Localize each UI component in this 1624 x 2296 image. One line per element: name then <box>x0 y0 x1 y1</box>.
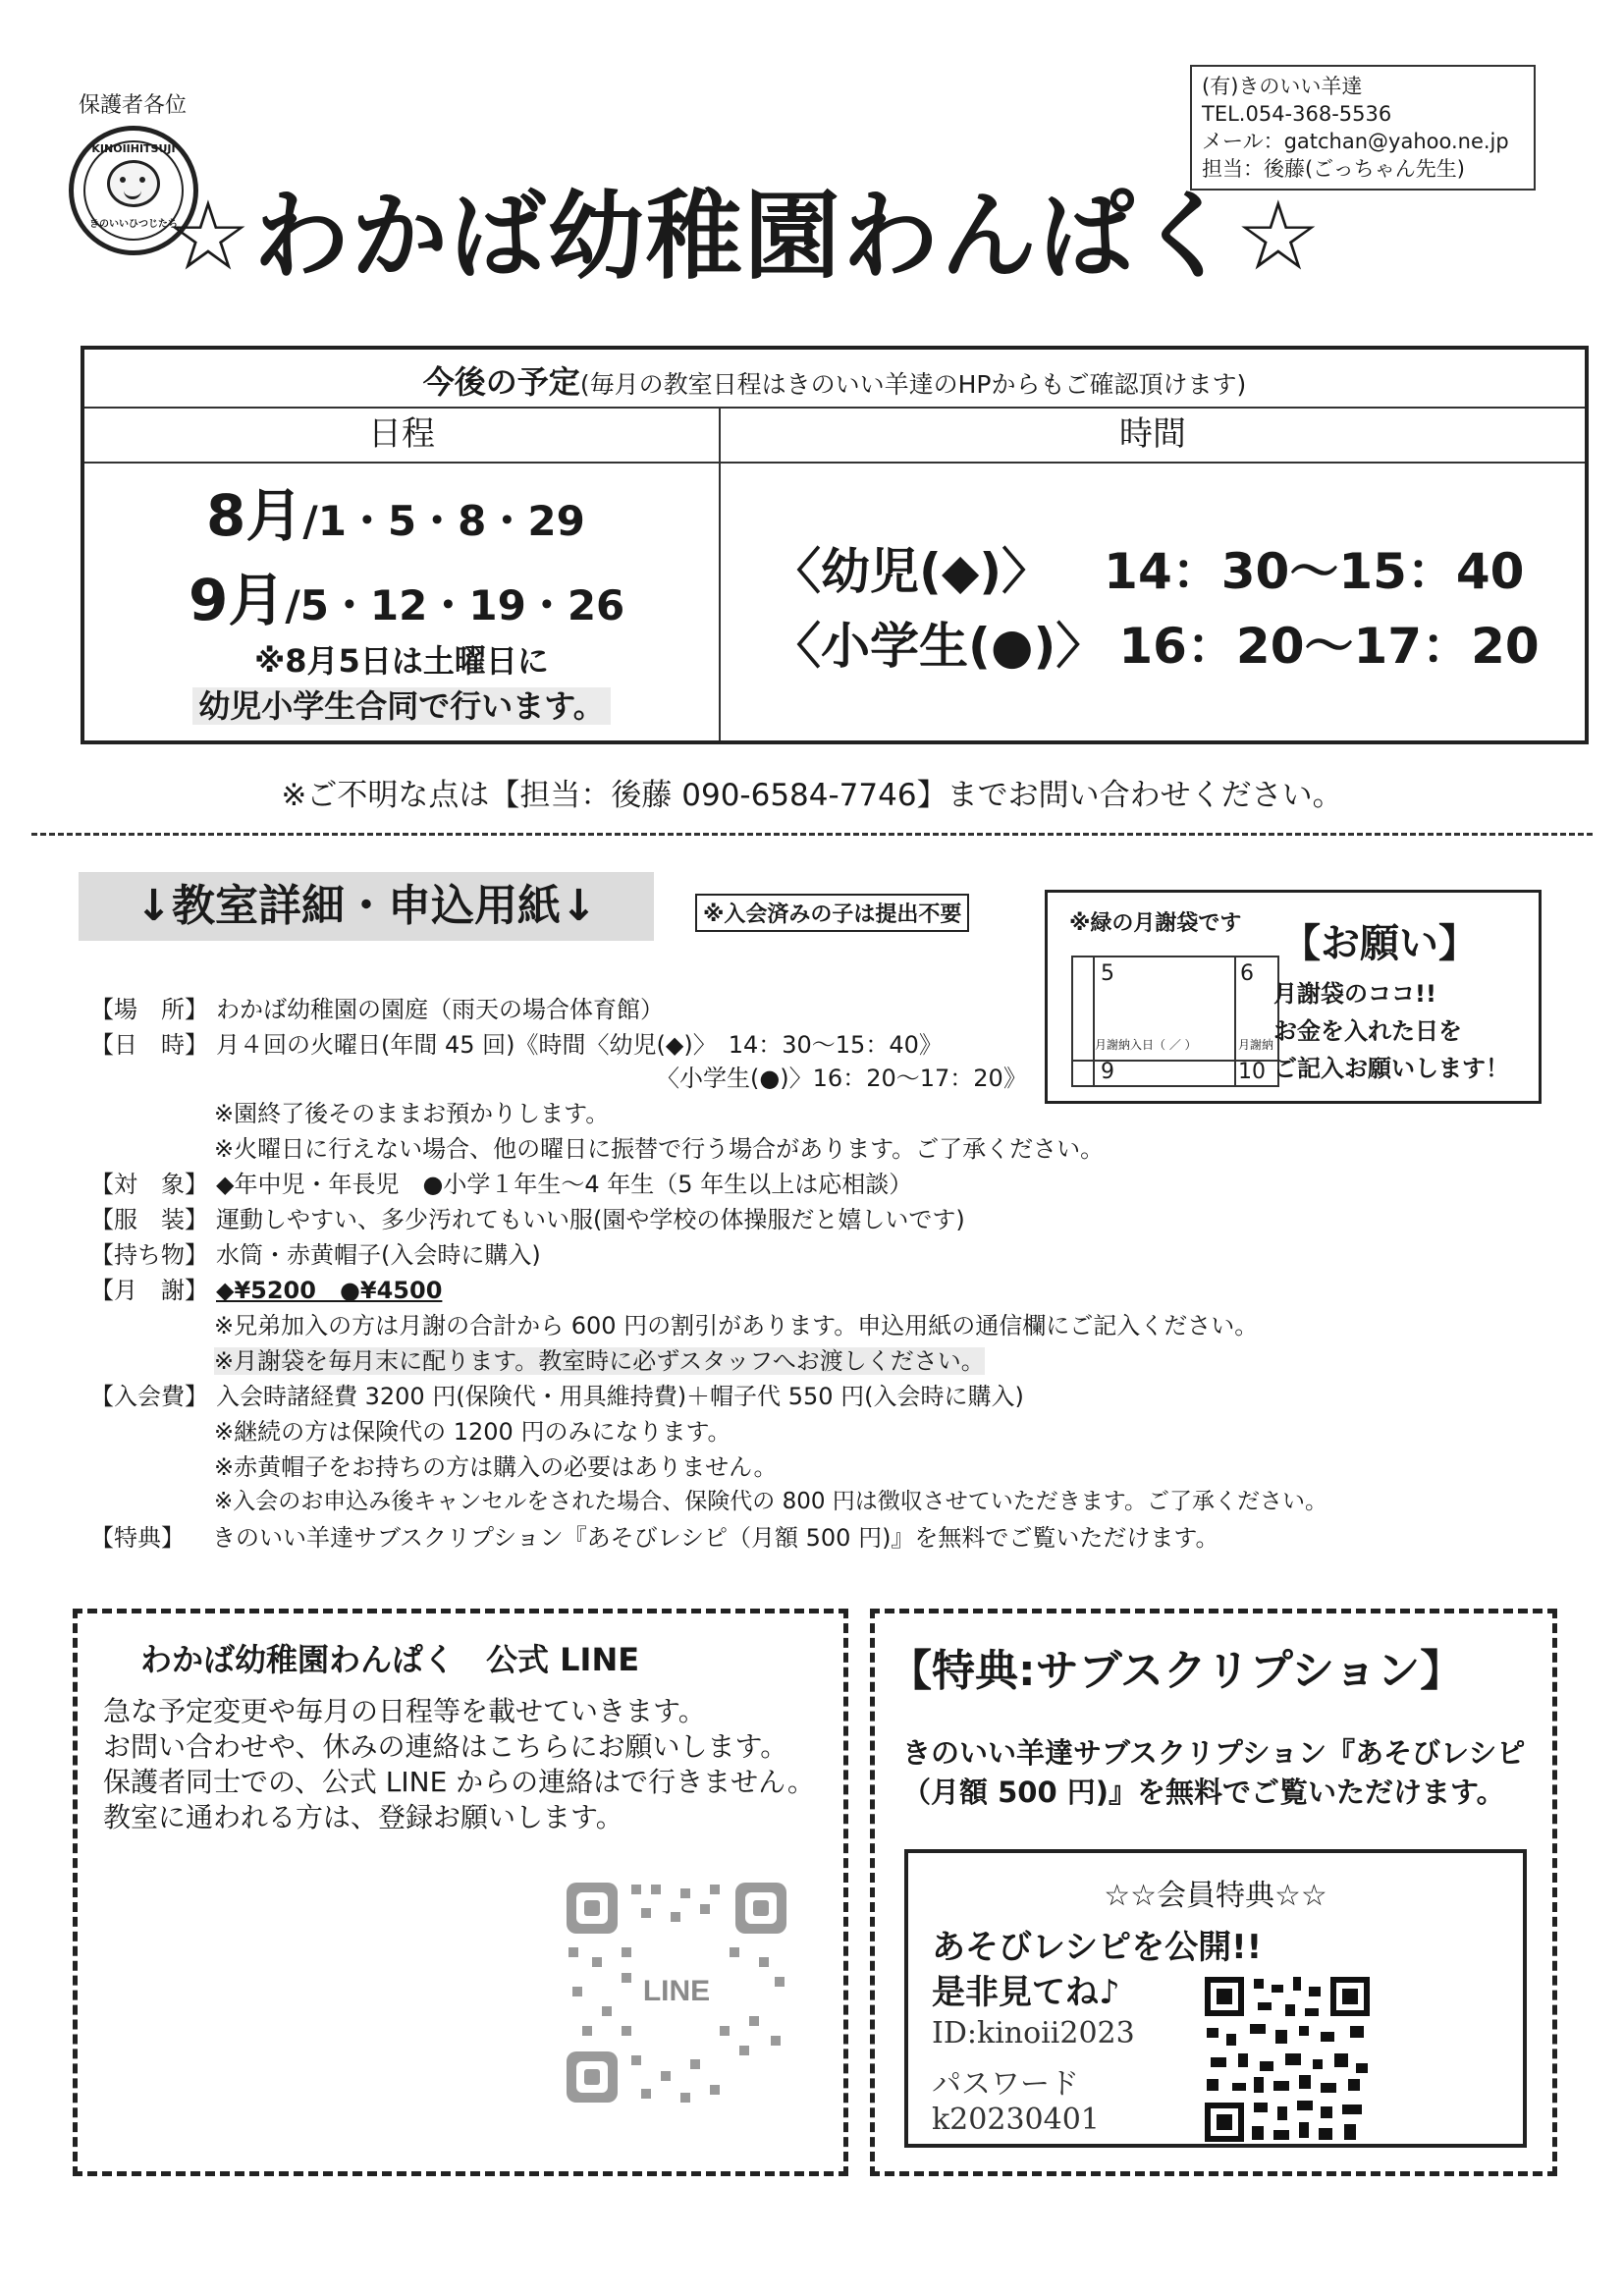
detail-note: ※火曜日に行えない場合、他の曜日に振替で行う場合があります。ご了承ください。 <box>214 1135 1105 1163</box>
detail-row-belongings: 【持ち物】 水筒・赤黄帽子(入会時に購入) <box>90 1241 541 1269</box>
month-label: 9月 <box>189 567 286 633</box>
detail-row-entry-fee: 【入会費】 入会時諸経費 3200 円(保険代・用具維持費)＋帽子代 550 円(入会時に購入) <box>90 1383 1024 1410</box>
member-benefit-title: ☆☆会員特典☆☆ <box>1104 1879 1327 1913</box>
member-id: ID:kinoii2023 <box>932 2016 1135 2050</box>
request-box <box>1045 890 1542 1104</box>
request-body <box>1273 975 1539 1087</box>
detail-note: ※赤黄帽子をお持ちの方は購入の必要はありません。 <box>214 1453 778 1481</box>
detail-row-target: 【対 象】 ◆年中児・年長児 ●小学１年生～4 年生（5 年生以上は応相談） <box>90 1171 913 1198</box>
subscription-box <box>870 1609 1557 2176</box>
contact-company: (有)きのいい羊達 <box>1202 75 1363 98</box>
official-line-box <box>73 1609 848 2176</box>
schedule-heading-note: (毎月の教室日程はきのいい羊達のHPからもご確認頂けます) <box>579 370 1247 399</box>
member-benefit-box <box>904 1849 1527 2148</box>
contact-tel: TEL.054-368-5536 <box>1202 102 1392 126</box>
column-header-date: 日程 <box>84 407 721 464</box>
envelope-cell: 9 <box>1101 1060 1114 1084</box>
contact-mail: メール：gatchan@yahoo.ne.jp <box>1202 130 1509 153</box>
inquiry-note: ※ご不明な点は【担当：後藤 090-6584-7746】までお問い合わせください。 <box>281 778 1343 813</box>
detail-note: ※兄弟加入の方は月謝の合計から 600 円の割引があります。申込用紙の通信欄にご記入ください。 <box>214 1312 1259 1339</box>
subscription-text: きのいい羊達サブスクリプション『あそびレシピ <box>902 1736 1526 1770</box>
request-line: 月謝袋のココ!! <box>1273 980 1436 1008</box>
line-box-body <box>103 1694 815 1835</box>
line-qr-code[interactable] <box>563 1879 790 2106</box>
detail-row-place: 【場 所】 わかば幼稚園の園庭（雨天の場合体育館） <box>90 996 664 1023</box>
line-box-text: 急な予定変更や毎月の日程等を載せていきます。 <box>103 1695 706 1727</box>
detail-row-fee: 【月 謝】 ◆¥5200 ●¥4500 <box>90 1277 443 1304</box>
request-caption: ※緑の月謝袋です <box>1069 911 1242 936</box>
detail-row-datetime-2: 〈小学生(●)〉16：20～17：20》 <box>656 1065 1027 1092</box>
schedule-note-2: 幼児小学生合同で行います。 <box>84 682 719 727</box>
time-group: 〈幼児(◆)〉 <box>772 543 1052 600</box>
schedule-table <box>81 346 1589 744</box>
subscription-text: （月額 500 円)』を無料でご覧いただけます。 <box>902 1776 1505 1809</box>
details-badge: ※入会済みの子は提出不要 <box>695 894 969 932</box>
month-row-august <box>206 469 585 552</box>
subscription-title: 【特典:サブスクリプション】 <box>889 1646 1464 1696</box>
schedule-note-1: ※8月5日は土曜日に <box>254 642 549 680</box>
logo-text-bottom: きのいいひつじたち <box>89 219 178 230</box>
logo-text-top: KINOIIHITSUJI <box>91 142 176 155</box>
line-box-title: わかば幼稚園わんぱく 公式 LINE <box>140 1641 640 1678</box>
month-row-september <box>189 554 624 636</box>
month-days: /5・12・19・26 <box>285 581 625 629</box>
line-box-text: お問い合わせや、休みの連絡はこちらにお願いします。 <box>103 1730 788 1763</box>
member-password-label: パスワード <box>932 2067 1079 2102</box>
member-benefit-line: 是非見てね♪ <box>932 1973 1120 2012</box>
line-box-text: 保護者同士での、公式 LINE からの連絡はで行きません。 <box>103 1766 815 1798</box>
request-title: 【お願い】 <box>1281 921 1478 966</box>
detail-row-datetime: 【日 時】 月４回の火曜日(年間 45 回)《時間〈幼児(◆)〉 14：30～15：40》 <box>90 1031 943 1059</box>
column-header-time: 時間 <box>721 407 1585 464</box>
time-row-elementary <box>772 607 1540 678</box>
envelope-date-field-2: 月謝納 <box>1238 1038 1274 1052</box>
detail-row-clothes: 【服 装】 運動しやすい、多少汚れてもいい服(園や学校の体操服だと嬉しいです) <box>90 1206 965 1233</box>
month-label: 8月 <box>206 482 303 549</box>
details-heading: ↓教室詳細・申込用紙↓ <box>79 872 654 941</box>
detail-note: ※月謝袋を毎月末に配ります。教室時に必ずスタッフへお渡しください。 <box>214 1347 985 1375</box>
schedule-dates <box>84 464 721 740</box>
time-row-infant <box>772 532 1524 603</box>
page-title: ☆わかば幼稚園わんぱく☆ <box>165 181 1324 293</box>
envelope-cell: 10 <box>1238 1060 1266 1084</box>
line-qr-label: LINE <box>642 1975 711 2007</box>
request-line: お金を入れた日を <box>1273 1017 1462 1045</box>
time-range: 14：30～15：40 <box>1104 543 1525 600</box>
contact-box <box>1190 65 1536 191</box>
detail-row-benefit: 【特典】 きのいい羊達サブスクリプション『あそびレシピ（月額 500 円)』を無料でご覧いただけます。 <box>90 1524 1219 1552</box>
line-box-text: 教室に通われる方は、登録お願いします。 <box>103 1801 623 1833</box>
contact-person: 担当：後藤(ごっちゃん先生) <box>1202 157 1465 181</box>
cut-line-divider <box>31 833 1593 836</box>
envelope-date-field: 月謝納入日（ ／ ） <box>1095 1038 1197 1052</box>
schedule-heading-row <box>84 350 1585 409</box>
request-line: ご記入お願いします！ <box>1273 1055 1509 1082</box>
subscription-body <box>902 1733 1525 1812</box>
detail-note: ※入会のお申込み後キャンセルをされた場合、保険代の 800 円は徴収させていただきます。ご了承ください。 <box>214 1489 1327 1514</box>
member-benefit-line: あそびレシピを公開!! <box>932 1928 1263 1967</box>
schedule-heading: 今後の予定 <box>422 363 580 401</box>
member-password: k20230401 <box>932 2103 1100 2137</box>
sheep-face-icon <box>107 160 160 207</box>
month-days: /1・5・8・29 <box>302 497 585 545</box>
detail-note: ※継続の方は保険代の 1200 円のみになります。 <box>214 1418 731 1446</box>
recipient: 保護者各位 <box>79 93 188 118</box>
time-range: 16：20～17：20 <box>1118 618 1540 675</box>
member-qr-code[interactable] <box>1203 1975 1372 2144</box>
detail-note: ※園終了後そのままお預かりします。 <box>214 1100 610 1127</box>
envelope-cell: 6 <box>1240 961 1254 986</box>
time-group: 〈小学生(●)〉 <box>772 618 1106 675</box>
envelope-illustration <box>1071 956 1279 1087</box>
envelope-cell: 5 <box>1101 961 1114 986</box>
